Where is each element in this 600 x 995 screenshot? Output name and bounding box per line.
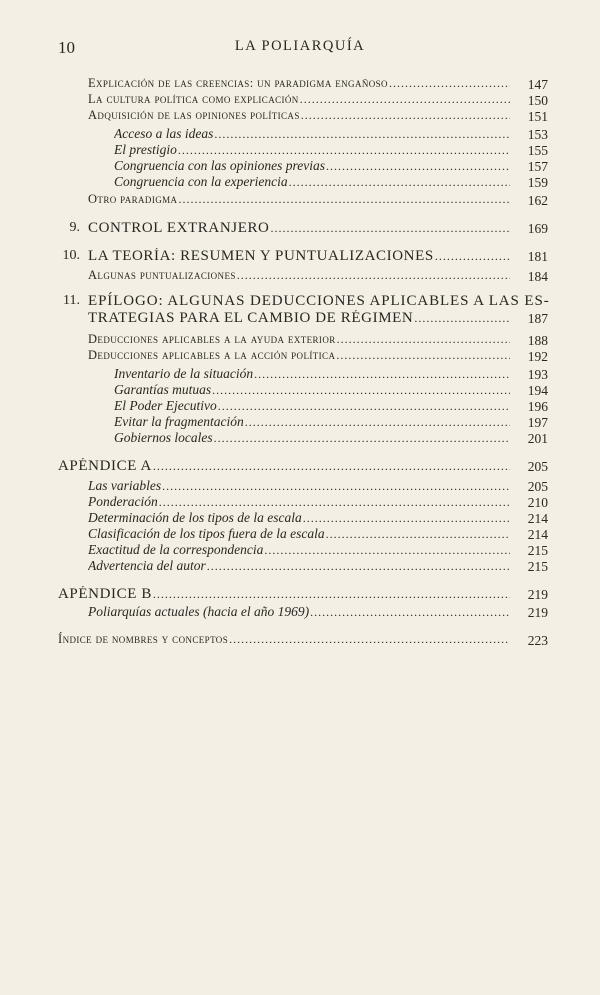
toc-entry-title: LA TEORÍA: RESUMEN Y PUNTUALIZACIONES ..... <box>88 248 510 265</box>
toc-entry-title: El Poder Ejecutivo ..... <box>114 398 510 414</box>
toc-entry-page: 159 <box>527 175 548 190</box>
toc-entry-page: 155 <box>527 143 548 158</box>
toc-entry-page: 205 <box>527 459 548 474</box>
toc-entry-page: 181 <box>527 249 548 264</box>
toc-entry-title: Gobiernos locales ..... <box>114 430 510 446</box>
toc-entry-title: Ponderación ..... <box>88 494 510 510</box>
toc-entry-page: 215 <box>527 543 548 558</box>
toc-entry-title: Garantías mutuas ..... <box>114 382 510 398</box>
toc-entry-title: Deducciones aplicables a la ayuda exterior ..... <box>88 332 510 347</box>
toc-entry-title: La cultura política como explicación ..... <box>88 92 510 107</box>
toc-entry-title: APÉNDICE B ..... <box>58 586 510 603</box>
toc-entry-page: 150 <box>527 93 548 108</box>
toc-entry-title: Clasificación de los tipos fuera de la escala ..... <box>88 526 510 542</box>
toc-entry-page: 194 <box>527 383 548 398</box>
toc-entry-page: 162 <box>527 193 548 208</box>
toc-entry-page: 151 <box>527 109 548 124</box>
page-number: 10 <box>58 38 75 57</box>
toc-entry-page: 147 <box>527 77 548 92</box>
toc-entry-page: 210 <box>527 495 548 510</box>
toc-entry-title: Otro paradigma ..... <box>88 192 510 207</box>
toc-entry-title: Congruencia con las opiniones previas ..... <box>114 158 510 174</box>
toc-entry-title: Deducciones aplicables a la acción política ..... <box>88 348 510 363</box>
toc-entry-title: Algunas puntualizaciones ..... <box>88 268 510 283</box>
toc-entry-title: Explicación de las creencias: un paradigma engañoso ..... <box>88 76 510 91</box>
toc-entry-title: Exactitud de la correspondencia ..... <box>88 542 510 558</box>
toc-entry-title-line2: TRATEGIAS PARA EL CAMBIO DE RÉGIMEN ..... <box>88 310 510 327</box>
toc-entry-title: Inventario de la situación ..... <box>114 366 510 382</box>
toc-entry-page: 188 <box>527 333 548 348</box>
toc-entry-page: 169 <box>527 221 548 236</box>
toc-entry-title: CONTROL EXTRANJERO ..... <box>88 220 510 237</box>
chapter-number: 9. <box>69 220 80 235</box>
toc-entry-title: Congruencia con la experiencia ..... <box>114 174 510 190</box>
toc-entry-page: 196 <box>527 399 548 414</box>
toc-entry-title: Poliarquías actuales (hacia el año 1969) ..... <box>88 604 510 620</box>
toc-entry-page: 214 <box>527 527 548 542</box>
toc-entry-title: Acceso a las ideas ..... <box>114 126 510 142</box>
toc-entry-title: APÉNDICE A ..... <box>58 458 510 475</box>
toc-entry-page: 205 <box>527 479 548 494</box>
chapter-number: 10. <box>62 248 80 263</box>
toc-entry-page: 201 <box>527 431 548 446</box>
toc-entry-page: 223 <box>527 633 548 648</box>
toc-entry-title-line1: EPÍLOGO: ALGUNAS DEDUCCIONES APLICABLES A LAS ES- <box>88 293 550 309</box>
toc-entry-title: Índice de nombres y conceptos ..... <box>58 632 510 647</box>
running-title: LA POLIARQUÍA <box>234 38 366 54</box>
toc-entry-page: 219 <box>527 587 548 602</box>
toc-entry-page: 197 <box>527 415 548 430</box>
toc-entry-title: Advertencia del autor ..... <box>88 558 510 574</box>
toc-entry-title: Determinación de los tipos de la escala ..... <box>88 510 510 526</box>
toc-entry-title: El prestigio ..... <box>114 142 510 158</box>
toc-entry-page: 153 <box>527 127 548 142</box>
toc-entry-page: 215 <box>527 559 548 574</box>
toc-entry-page: 193 <box>527 367 548 382</box>
toc-entry-page: 157 <box>527 159 548 174</box>
toc-entry-title: Las variables ..... <box>88 478 510 494</box>
toc-entry-page: 184 <box>527 269 548 284</box>
toc-entry-page: 192 <box>527 349 548 364</box>
chapter-number: 11. <box>63 293 80 308</box>
toc-entry-page: 214 <box>527 511 548 526</box>
toc-entry-page: 187 <box>527 311 548 326</box>
toc-entry-title: Adquisición de las opiniones políticas ..... <box>88 108 510 123</box>
toc-entry-page: 219 <box>527 605 548 620</box>
toc-entry-title: Evitar la fragmentación ..... <box>114 414 510 430</box>
